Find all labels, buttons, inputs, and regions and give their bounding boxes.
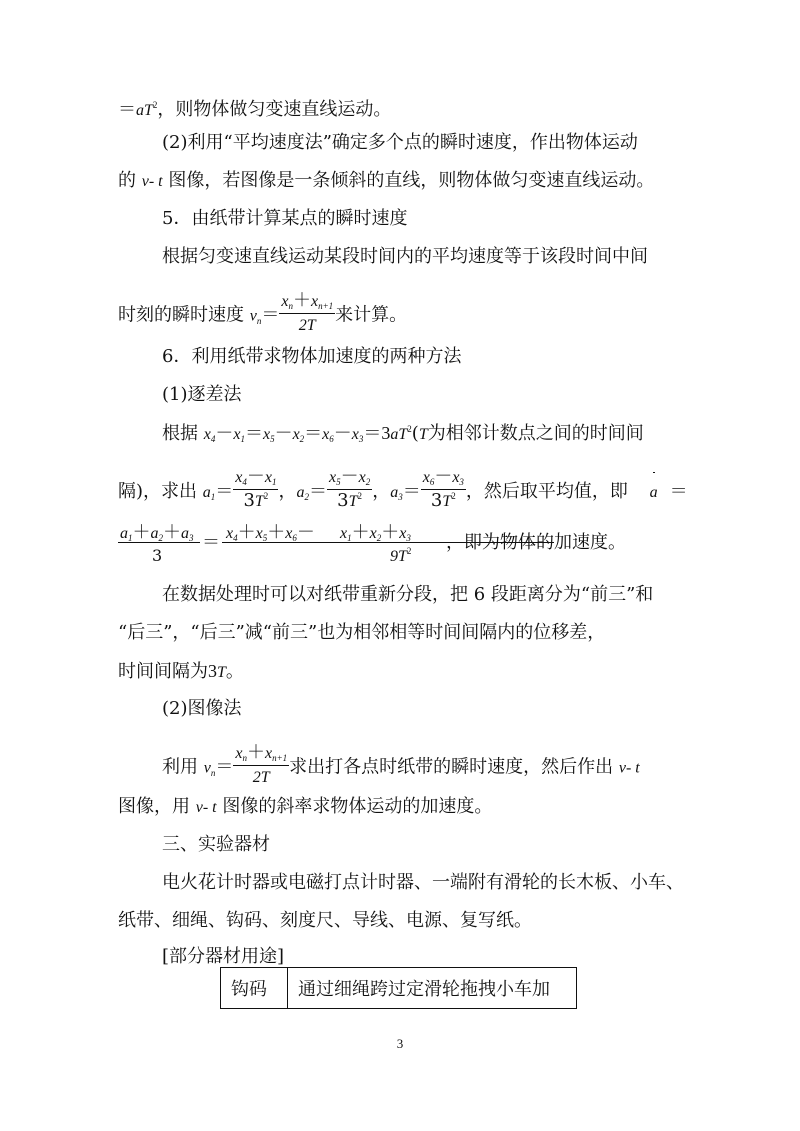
section-heading-5: 5．由纸带计算某点的瞬时速度 [162, 208, 408, 229]
line-19: 电火花计时器或电磁打点计时器、一端附有滑轮的长木板、小车、 [162, 872, 684, 893]
line-16: 利用 vn＝ $\frac{xn+xn+1}{2T}$ 求出打各点时纸带的瞬时速度，然后作出 v- t [162, 742, 640, 786]
line-1: $=aT^2$，则物体做匀变速直线运动。 [118, 99, 392, 120]
line-5: 根据匀变速直线运动某段时间内的平均速度等于该段时间中间 [162, 246, 648, 267]
section-heading-6: 6．利用纸带求物体加速度的两种方法 [162, 346, 462, 367]
line-6: 时刻的瞬时速度 vn＝ $\frac{xn+xn+1}{2T}$ 来计算。 [118, 292, 407, 318]
line-10: 隔)，求出 a1＝ $\frac{x4-x1}{3T^2}$ ，a2＝ $\frac{x5-x2}{3T^2}$ ，a3＝ $\frac{x6-x3}{3T^2}$ ，然后取平均值，即 a ＝ [118, 466, 688, 511]
line-13: “后三”，“后三”减“前三”也为相邻相等时间间隔内的位移差， [118, 622, 606, 643]
line-11-tail: ，即为物体的加速度。 [446, 532, 626, 553]
average-acceleration-formula: a1＋a2＋a3 3 ＝ x4＋x5＋x6－ x1＋x2＋x3 $9T^2$ [118, 518, 448, 568]
table-row [221, 968, 577, 1009]
page-number: 3 [396, 1036, 404, 1051]
subheading-2: (2)图像法 [162, 698, 242, 719]
table-cell-item: 钩码 [221, 968, 288, 1009]
line-9: 根据 $x4-x1=x5-x2=x6-x3=3aT^2(T$为相邻计数点之间的时间间 [162, 423, 644, 444]
line-21: [部分器材用途] [162, 946, 285, 967]
vn-fraction: $\frac{xn+xn+1}{2T}$ [281, 290, 334, 334]
line-20: 纸带、细绳、钩码、刻度尺、导线、电源、复写纸。 [118, 910, 532, 931]
line-2: (2)利用“平均速度法”确定多个点的瞬时速度，作出物体运动 [162, 132, 638, 153]
line-17: 图像，用 v- t 图像的斜率求物体运动的加速度。 [118, 796, 493, 817]
vt-label: v- t [141, 173, 163, 190]
equipment-table [220, 967, 577, 1009]
subheading-1: (1)逐差法 [162, 384, 242, 405]
table-cell-use: 通过细绳跨过定滑轮拖拽小车加 [288, 968, 577, 1009]
line-14: 时间间隔为3T。 [118, 661, 244, 682]
section-heading-3: 三、实验器材 [162, 834, 270, 855]
line-3: 的 v- t 图像，若图像是一条倾斜的直线，则物体做匀变速直线运动。 [118, 170, 655, 191]
line-12: 在数据处理时可以对纸带重新分段，把 6 段距离分为“前三”和 [162, 584, 654, 605]
